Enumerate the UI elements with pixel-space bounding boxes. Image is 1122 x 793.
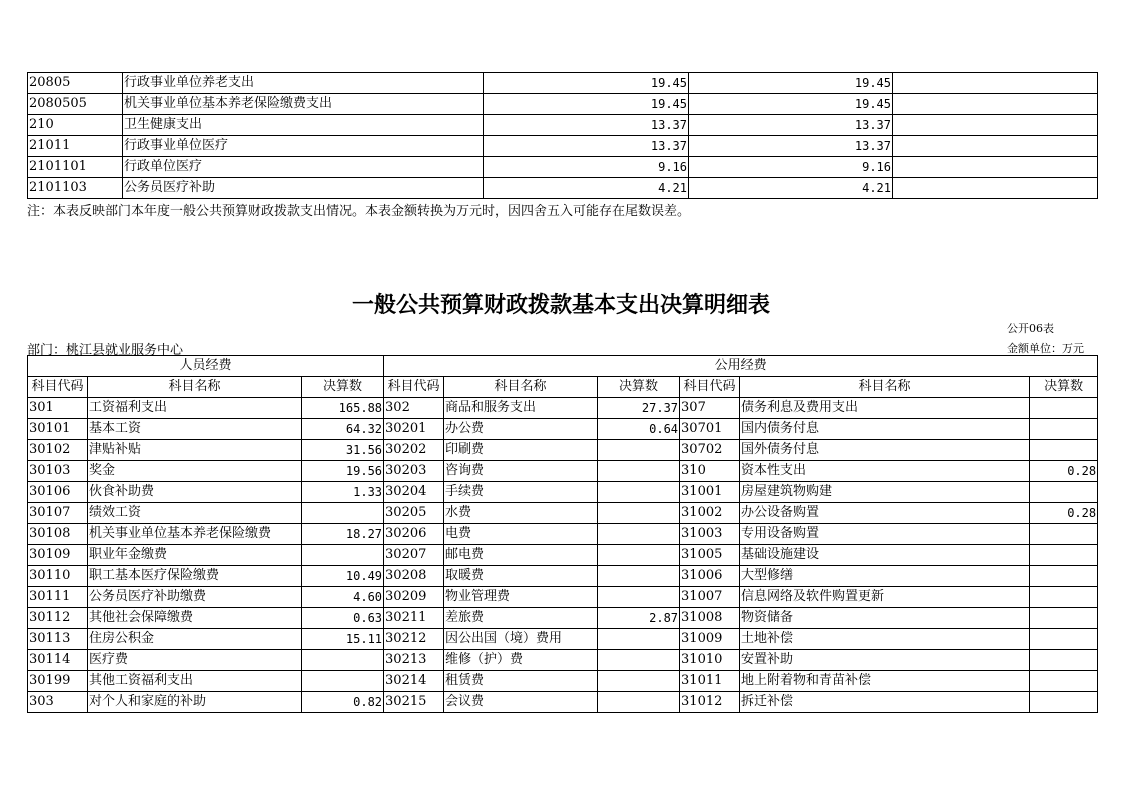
cell-code: 30101 (28, 419, 88, 440)
cell-name: 债务利息及费用支出 (740, 398, 1030, 419)
cell-code: 30209 (384, 587, 444, 608)
cell-name: 工资福利支出 (88, 398, 302, 419)
cell-code: 30203 (384, 461, 444, 482)
cell-code: 31001 (680, 482, 740, 503)
cell-name: 公务员医疗补助缴费 (88, 587, 302, 608)
basic-expenditure-table (27, 355, 1098, 713)
cell-v3 (893, 115, 1098, 136)
cell-code: 31003 (680, 524, 740, 545)
cell-name: 拆迁补偿 (740, 692, 1030, 713)
cell-amount (598, 503, 680, 524)
cell-name: 住房公积金 (88, 629, 302, 650)
cell-amount: 0.28 (1030, 461, 1098, 482)
cell-code: 30212 (384, 629, 444, 650)
department-label: 部门：桃江县就业服务中心 (27, 343, 184, 358)
table-row (28, 566, 1098, 587)
cell-amount (302, 503, 384, 524)
cell-code: 31002 (680, 503, 740, 524)
cell-name: 邮电费 (444, 545, 598, 566)
cell-code: 30213 (384, 650, 444, 671)
cell-code: 210 (28, 115, 123, 136)
cell-amount (598, 524, 680, 545)
cell-name: 对个人和家庭的补助 (88, 692, 302, 713)
col-header-name: 科目名称 (444, 377, 598, 398)
cell-name: 机关事业单位基本养老保险缴费 (88, 524, 302, 545)
cell-amount (598, 545, 680, 566)
cell-code: 302 (384, 398, 444, 419)
form-number: 公开06表 (1007, 322, 1054, 335)
table-note: 注：本表反映部门本年度一般公共预算财政拨款支出情况。本表金额转换为万元时，因四舍五入可能存在尾数误差。 (27, 204, 691, 219)
cell-name: 办公费 (444, 419, 598, 440)
cell-name: 基础设施建设 (740, 545, 1030, 566)
cell-code: 31007 (680, 587, 740, 608)
cell-amount: 19.56 (302, 461, 384, 482)
cell-amount: 2.87 (598, 608, 680, 629)
group-header-personnel: 人员经费 (28, 356, 384, 377)
group-header-public: 公用经费 (384, 356, 1098, 377)
cell-code: 30106 (28, 482, 88, 503)
cell-name: 商品和服务支出 (444, 398, 598, 419)
table-row (28, 115, 1098, 136)
cell-v1: 13.37 (484, 115, 689, 136)
table-row (28, 503, 1098, 524)
col-header-code: 科目代码 (28, 377, 88, 398)
cell-amount (1030, 608, 1098, 629)
cell-amount (1030, 650, 1098, 671)
cell-amount (1030, 587, 1098, 608)
cell-name: 信息网络及软件购置更新 (740, 587, 1030, 608)
col-header-name: 科目名称 (88, 377, 302, 398)
cell-amount (598, 692, 680, 713)
cell-amount (1030, 545, 1098, 566)
cell-code: 310 (680, 461, 740, 482)
cell-code: 31011 (680, 671, 740, 692)
cell-name: 水费 (444, 503, 598, 524)
cell-amount (598, 587, 680, 608)
cell-name: 差旅费 (444, 608, 598, 629)
cell-name: 奖金 (88, 461, 302, 482)
table-row (28, 524, 1098, 545)
cell-code: 30214 (384, 671, 444, 692)
cell-code: 303 (28, 692, 88, 713)
cell-name: 国外债务付息 (740, 440, 1030, 461)
cell-amount (598, 461, 680, 482)
table-row (28, 692, 1098, 713)
cell-name: 卫生健康支出 (123, 115, 484, 136)
cell-name: 大型修缮 (740, 566, 1030, 587)
table-row (28, 94, 1098, 115)
table-row (28, 608, 1098, 629)
cell-amount (598, 566, 680, 587)
cell-amount: 18.27 (302, 524, 384, 545)
cell-code: 301 (28, 398, 88, 419)
cell-v1: 4.21 (484, 178, 689, 199)
cell-name: 物资储备 (740, 608, 1030, 629)
cell-name: 基本工资 (88, 419, 302, 440)
cell-code: 30204 (384, 482, 444, 503)
cell-amount (1030, 419, 1098, 440)
cell-code: 30109 (28, 545, 88, 566)
cell-name: 咨询费 (444, 461, 598, 482)
cell-v3 (893, 157, 1098, 178)
cell-code: 31010 (680, 650, 740, 671)
cell-code: 31005 (680, 545, 740, 566)
cell-amount: 10.49 (302, 566, 384, 587)
cell-name: 房屋建筑物购建 (740, 482, 1030, 503)
cell-v3 (893, 73, 1098, 94)
cell-amount (302, 545, 384, 566)
table-row (28, 398, 1098, 419)
cell-code: 30111 (28, 587, 88, 608)
table-row (28, 650, 1098, 671)
cell-code: 30110 (28, 566, 88, 587)
cell-code: 30207 (384, 545, 444, 566)
col-header-amount: 决算数 (1030, 377, 1098, 398)
cell-name: 专用设备购置 (740, 524, 1030, 545)
cell-code: 30202 (384, 440, 444, 461)
cell-code: 30103 (28, 461, 88, 482)
cell-code: 307 (680, 398, 740, 419)
cell-amount (302, 650, 384, 671)
cell-amount: 64.32 (302, 419, 384, 440)
cell-name: 其他社会保障缴费 (88, 608, 302, 629)
cell-name: 其他工资福利支出 (88, 671, 302, 692)
cell-amount: 0.28 (1030, 503, 1098, 524)
cell-name: 行政事业单位医疗 (123, 136, 484, 157)
cell-name: 行政事业单位养老支出 (123, 73, 484, 94)
cell-amount (598, 482, 680, 503)
page-title: 一般公共预算财政拨款基本支出决算明细表 (351, 293, 770, 318)
cell-amount (1030, 524, 1098, 545)
cell-name: 因公出国（境）费用 (444, 629, 598, 650)
cell-name: 国内债务付息 (740, 419, 1030, 440)
cell-v2: 4.21 (689, 178, 893, 199)
col-header-amount: 决算数 (598, 377, 680, 398)
cell-name: 公务员医疗补助 (123, 178, 484, 199)
cell-name: 医疗费 (88, 650, 302, 671)
cell-amount: 165.88 (302, 398, 384, 419)
cell-code: 30102 (28, 440, 88, 461)
cell-name: 地上附着物和青苗补偿 (740, 671, 1030, 692)
cell-code: 2101103 (28, 178, 123, 199)
col-header-code: 科目代码 (384, 377, 444, 398)
cell-amount (1030, 398, 1098, 419)
table-row (28, 157, 1098, 178)
cell-code: 30205 (384, 503, 444, 524)
cell-name: 行政单位医疗 (123, 157, 484, 178)
cell-name: 会议费 (444, 692, 598, 713)
cell-name: 职业年金缴费 (88, 545, 302, 566)
cell-code: 31008 (680, 608, 740, 629)
cell-code: 30108 (28, 524, 88, 545)
cell-name: 伙食补助费 (88, 482, 302, 503)
cell-code: 30206 (384, 524, 444, 545)
cell-amount (1030, 629, 1098, 650)
cell-code: 2101101 (28, 157, 123, 178)
cell-name: 土地补偿 (740, 629, 1030, 650)
table-row (28, 178, 1098, 199)
col-header-name: 科目名称 (740, 377, 1030, 398)
cell-code: 30215 (384, 692, 444, 713)
cell-v1: 19.45 (484, 94, 689, 115)
cell-code: 30211 (384, 608, 444, 629)
cell-v3 (893, 178, 1098, 199)
table-row (28, 545, 1098, 566)
table-row (28, 671, 1098, 692)
cell-name: 电费 (444, 524, 598, 545)
cell-v3 (893, 94, 1098, 115)
col-header-amount: 决算数 (302, 377, 384, 398)
table-row (28, 440, 1098, 461)
cell-code: 21011 (28, 136, 123, 157)
cell-amount: 0.64 (598, 419, 680, 440)
table-row (28, 136, 1098, 157)
cell-amount (598, 440, 680, 461)
col-header-code: 科目代码 (680, 377, 740, 398)
cell-name: 资本性支出 (740, 461, 1030, 482)
cell-v2: 13.37 (689, 136, 893, 157)
cell-amount (302, 671, 384, 692)
cell-v1: 13.37 (484, 136, 689, 157)
cell-amount (598, 650, 680, 671)
cell-name: 物业管理费 (444, 587, 598, 608)
cell-amount: 27.37 (598, 398, 680, 419)
cell-name: 手续费 (444, 482, 598, 503)
table-row (28, 461, 1098, 482)
table-row (28, 73, 1098, 94)
cell-v1: 19.45 (484, 73, 689, 94)
cell-code: 20805 (28, 73, 123, 94)
table-row (28, 587, 1098, 608)
cell-amount: 0.63 (302, 608, 384, 629)
cell-name: 取暖费 (444, 566, 598, 587)
table-row (28, 419, 1098, 440)
cell-v2: 19.45 (689, 73, 893, 94)
cell-v1: 9.16 (484, 157, 689, 178)
cell-name: 机关事业单位基本养老保险缴费支出 (123, 94, 484, 115)
cell-amount: 4.60 (302, 587, 384, 608)
cell-code: 30701 (680, 419, 740, 440)
cell-amount (1030, 482, 1098, 503)
cell-amount (1030, 671, 1098, 692)
amount-unit-label: 金额单位：万元 (1007, 342, 1084, 355)
cell-code: 30112 (28, 608, 88, 629)
cell-code: 30201 (384, 419, 444, 440)
cell-amount: 0.82 (302, 692, 384, 713)
cell-name: 津贴补贴 (88, 440, 302, 461)
cell-code: 30114 (28, 650, 88, 671)
cell-amount: 15.11 (302, 629, 384, 650)
cell-amount (598, 671, 680, 692)
cell-name: 安置补助 (740, 650, 1030, 671)
table-row (28, 629, 1098, 650)
cell-v2: 13.37 (689, 115, 893, 136)
cell-name: 租赁费 (444, 671, 598, 692)
cell-code: 31006 (680, 566, 740, 587)
cell-v3 (893, 136, 1098, 157)
cell-v2: 9.16 (689, 157, 893, 178)
top-continuation-table (27, 72, 1098, 199)
cell-code: 31012 (680, 692, 740, 713)
cell-name: 维修（护）费 (444, 650, 598, 671)
cell-code: 30208 (384, 566, 444, 587)
table-row (28, 482, 1098, 503)
cell-code: 31009 (680, 629, 740, 650)
cell-amount (1030, 566, 1098, 587)
cell-amount (1030, 440, 1098, 461)
cell-name: 职工基本医疗保险缴费 (88, 566, 302, 587)
cell-name: 绩效工资 (88, 503, 302, 524)
cell-amount (1030, 692, 1098, 713)
cell-name: 印刷费 (444, 440, 598, 461)
cell-code: 30107 (28, 503, 88, 524)
cell-amount: 31.56 (302, 440, 384, 461)
cell-code: 2080505 (28, 94, 123, 115)
cell-v2: 19.45 (689, 94, 893, 115)
cell-name: 办公设备购置 (740, 503, 1030, 524)
cell-code: 30702 (680, 440, 740, 461)
cell-code: 30199 (28, 671, 88, 692)
cell-amount: 1.33 (302, 482, 384, 503)
cell-amount (598, 629, 680, 650)
cell-code: 30113 (28, 629, 88, 650)
